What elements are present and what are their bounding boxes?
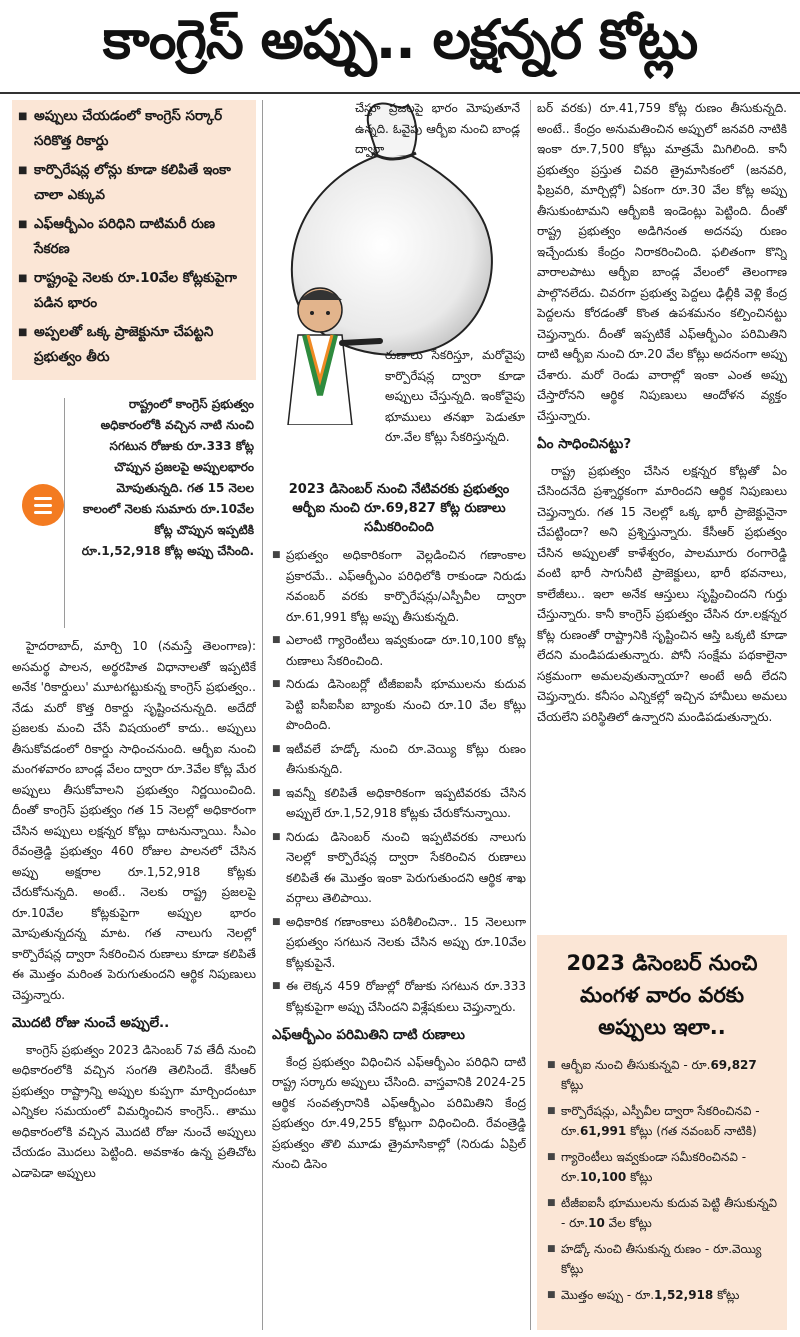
list-item: ■ నిరుడు డిసెంబర్ నుంచి ఇప్పటివరకు నాలుగు నెలల్లో కార్పొరేషన్ల ద్వారా సేకరించిన రుణాలు కలిపితే ఈ మొత్తం ఇంకా పెరుగుతుందని ఆర్థిక శాఖ వర్గాలు తెలిపాయి. [272,827,526,909]
highlight-item: ■ రాష్ట్రంపై నెలకు రూ.10వేల కోట్లకుపైగా పడిన భారం [18,266,248,316]
list-item: ■ నిరుడు డిసెంబర్లో టీజీఐఐసీ భూములను కుదువ పెట్టి ఐసీఐసీఐ బ్యాంకు నుంచి రూ.10 వేల కోట్లు పొందింది. [272,674,526,736]
paragraph: హైదరాబాద్, మార్చి 10 (నమస్తే తెలంగాణ): అసమర్థ పాలన, అర్థరహిత విధానాలతో ఇప్పటికే అనేక 'రికార్డులు' మూటగట్టుకున్న కాంగ్రెస్ ప్రభుత్వం.. నేడు మరో కొత్త రికార్డు సృష్టించనున్నది. అదేదో ప్రజలకు మంచి చేసే విషయంలో కాదు.. అప్పులు తీసుకోవడంలో రికార్డు సాధించనుంది. ఆర్బీఐ నుంచి మంగళవారం బాండ్ల వేలం ద్వారా రూ.3వేల కోట్ల మేర అప్పులు తీసుకోవాలని ప్రభుత్వం నిర్ణయించింది. దీంతో కాంగ్రెస్ ప్రభుత్వం గత 15 నెలల్లో అధికారంగా చేసిన అప్పులు లక్షన్నర కోట్లు దాటనున్నాయి. సీఎం రేవంత్రెడ్డి ప్రభుత్వం 460 రోజుల పాలనలో చేసిన అప్పు అక్షరాల రూ.1,52,918 కోట్లకు చేరుకోనున్నది. అంటే.. నెలకు రాష్ట్ర ప్రజలపై రూ.10వేల కోట్లకుపైగా అప్పుల భారం మోపుతున్నదన్న మాట. గత నాలుగు నెలల్లో కార్పొరేషన్ల ద్వారా సేకరించిన రుణాలు కూడా కలిపితే ఈ మొత్తం మరింత పెరుగుతుందని ఆర్థిక నిపుణులు చెప్తున్నారు. [12,639,256,1002]
paragraph: కాంగ్రెస్ ప్రభుత్వం 2023 డిసెంబర్ 7వ తేదీ నుంచి అధికారంలోకి వచ్చిన సంగతి తెలిసిందే. కేసీఆర్ ప్రభుత్వం రాష్ట్రాన్ని అప్పుల కుప్పగా మార్చిందంటూ ఎన్నికల సమయంలో విమర్శించిన కాంగ్రెస్.. తాము అధికారంలోకి వచ్చిన మొదటి రోజు నుంచే అప్పులు చేయడం మొదలు పెట్టింది. అవకాశం ఉన్న ప్రతిచోట ఎడాపెడా అప్పులు [12,1042,256,1180]
headline: కాంగ్రెస్ అప్పు.. లక్షన్నర కోట్లు [0,0,800,94]
column-2 [272,480,526,1330]
list-item: ■ ప్రభుత్వం అధికారికంగా వెల్లడించిన గణాంకాల ప్రకారమే.. ఎఫ్ఆర్బీఎం పరిధిలోకి రాకుండా నిరుడు నవంబర్ వరకు కార్పొరేషన్లు/ఎస్పీవీల ద్వారా రూ.61,991 కోట్ల అప్పు తీసుకున్నది. [272,545,526,627]
intro-text: రాష్ట్రంలో కాంగ్రెస్ ప్రభుత్వం అధికారంలోకి వచ్చిన నాటి నుంచి సగటున రోజుకు రూ.333 కోట్ల చొప్పున ప్రజలపై అప్పులభారం మోపుతున్నది. గత 15 నెలల కాలంలో నెలకు సుమారు రూ.10వేల కోట్ల చొప్పున ఇప్పటికి రూ.1,52,918 కోట్ల అప్పు చేసింది. [81,397,254,558]
summary-box [537,935,787,1330]
list-item: ■ అధికారిక గణాంకాలు పరిశీలించినా.. 15 నెలలుగా ప్రభుత్వం సగటున నెలకు చేసిన అప్పు రూ.10వేల కోట్లకుపైనే. [272,912,526,974]
highlights-box [12,100,256,380]
menu-icon [22,484,64,526]
summary-item: ■ టీజీఐఐసీ భూములను కుదువ పెట్టి తీసుకున్నవి - రూ.10 వేల కోట్లు [547,1193,777,1233]
list-item: ■ ఎలాంటి గ్యారెంటీలు ఇవ్వకుండా రూ.10,100 కోట్ల రుణాలు సేకరించింది. [272,630,526,671]
highlight-item: ■ అప్పులు చేయడంలో కాంగ్రెస్ సర్కార్ సరికొత్త రికార్డు [18,104,248,154]
summary-item: ■ ఆర్బీఐ నుంచి తీసుకున్నవి - రూ.69,827 కోట్లు [547,1055,777,1095]
section-heading: ఏం సాధించినట్టు? [537,436,632,452]
summary-item: ■ కార్పొరేషన్లు, ఎస్పీవీల ద్వారా సేకరించినవి - రూ.61,991 కోట్లు (గత నవంబర్ నాటికి) [547,1101,777,1141]
summary-item: ■ హడ్కో నుంచి తీసుకున్న రుణం - రూ.వెయ్యి కోట్లు [547,1239,777,1279]
section-heading: ఎఫ్ఆర్బీఎం పరిమితిని దాటి రుణాలు [272,1027,465,1043]
paragraph: రుణాలు సేకరిస్తూ, మరోవైపు కార్పొరేషన్ల ద్వారా కూడా అప్పులు చేస్తున్నది. ఇంకోవైపు భూములు తనఖా పెడుతూ రూ.వేల కోట్లు సేకరిస్తున్నది. [385,348,525,444]
cartoon-caption-bottom [385,345,525,454]
cartoon-caption-top [355,98,520,166]
intro-divider [64,398,65,628]
list-item: ■ ఇటీవలే హడ్కో నుంచి రూ.వెయ్యి కోట్లు రుణం తీసుకున్నది. [272,739,526,780]
summary-title: 2023 డిసెంబర్ నుంచి మంగళ వారం వరకు అప్పులు ఇలా.. [566,951,758,1039]
column-3 [537,98,787,928]
list-item: ■ ఈ లెక్కన 459 రోజుల్లో రోజుకు సగటున రూ.333 కోట్లకుపైగా అప్పు చేసిందని విశ్లేషకులు చెప్తున్నారు. [272,976,526,1017]
column-divider [530,100,531,1330]
highlight-item: ■ ఎఫ్ఆర్బీఎం పరిధిని దాటిమరీ రుణ సేకరణ [18,212,248,262]
highlight-item: ■ అప్పలతో ఒక్క ప్రాజెక్టునూ చేపట్టని ప్రభుత్వం తీరు [18,320,248,370]
column-1 [12,636,256,1336]
section-heading: మొదటి రోజు నుంచే అప్పులే.. [12,1015,170,1031]
bullet-list [272,545,526,1017]
paragraph: చేస్తూ ప్రజలపై భారం మోపుతూనే ఉన్నది. ఓవైపు ఆర్బీఐ నుంచి బాండ్ల ద్వారా [355,101,520,156]
summary-item: ■ మొత్తం అప్పు - రూ.1,52,918 కోట్లు [547,1285,777,1305]
paragraph: బర్ వరకు) రూ.41,759 కోట్ల రుణం తీసుకున్నది. అంటే.. కేంద్రం అనుమతించిన అప్పులో జనవరి నాటికి ఇంకా రూ.7,500 కోట్లు మాత్రమే మిగిలింది. కానీ ప్రభుత్వం ప్రస్తుత చివరి త్రైమాసికంలో (జనవరి, ఫిబ్రవరి, మార్చిల్లో) ఏకంగా రూ.30 వేల కోట్ల అప్పు తీసుకుంటామని ఆర్బీఐకి ఇండెంట్లు పెట్టింది. దీంతో రాష్ట్ర ప్రభుత్వం అడిగినంత అదనపు రుణం ఇచ్చేందుకు కేంద్రం నిరాకరించింది. ఫలితంగా కొన్ని వారాలపాటు ఆర్బీఐ బాండ్ల వేలంలో తెలంగాణ పాల్గొనలేదు. చివరగా ప్రభుత్వ పెద్దలు ఢిల్లీకి వెళ్లి కేంద్ర పెద్దలను కోరడంతో కొంత ఉపశమనం కల్పించినట్టు చెప్తున్నారు. దీంతో ఇప్పటికే ఎఫ్ఆర్బీఎం పరిమితిని దాటి ఆర్బీఐ నుంచి రూ.20 వేల కోట్లు అదనంగా అప్పు చేశారు. మరో రెండు వారాల్లో ఇంకా ఎంత అప్పు చేస్తారోనని ఆర్థిక నిపుణులు ఆందోళన వ్యక్తం చేస్తున్నారు. [537,101,787,423]
summary-item: ■ గ్యారెంటీలు ఇవ్వకుండా సమీకరించినవి - రూ.10,100 కోట్లు [547,1147,777,1187]
subheading: 2023 డిసెంబర్ నుంచి నేటివరకు ప్రభుత్వం ఆర్బీఐ నుంచి రూ.69,827 కోట్ల రుణాలు సమీకరించింది [288,482,510,535]
paragraph: కేంద్ర ప్రభుత్వం విధించిన ఎఫ్ఆర్బీఎం పరిధిని దాటి రాష్ట్ర సర్కారు అప్పులు చేసింది. వాస్తవానికి 2024-25 ఆర్థిక సంవత్సరానికి ఎఫ్ఆర్బీఎం పరిమితిని కేంద్ర ప్రభుత్వం రూ.49,255 కోట్లుగా విధించింది. రేవంత్రెడ్డి ప్రభుత్వం తొలి మూడు త్రైమాసికాల్లో (నిరుడు ఏప్రిల్ నుంచి డిసెం [272,1054,526,1171]
list-item: ■ ఇవన్నీ కలిపితే అధికారికంగా ఇప్పటివరకు చేసిన అప్పులే రూ.1,52,918 కోట్లకు చేరుకోనున్నాయి. [272,783,526,824]
paragraph: రాష్ట్ర ప్రభుత్వం చేసిన లక్షన్నర కోట్లతో ఏం చేసిందనేది ప్రశ్నార్థకంగా మారిందని ఆర్థిక నిపుణులు చెప్తున్నారు. గత 15 నెలల్లో ఒక్క భారీ ప్రాజెక్టునైనా చేపట్టిందా? అని ప్రశ్నిస్తున్నారు. కేసీఆర్ ప్రభుత్వం చేసిన అప్పులతో కాళేశ్వరం, పాలమూరు రంగారెడ్డి వంటి భారీ సాగునీటి ప్రాజెక్టులు, భారీ భవనాలు, కాలేజీలు.. ఇలా అనేక ఆస్తులు సృష్టించిందని గుర్తు చేస్తున్నారు. కానీ కాంగ్రెస్ ప్రభుత్వం చేసిన రూ.లక్షన్నర కోట్ల రుణంతో రాష్ట్రానికి సృష్టించిన ఆస్తి ఒక్కటి కూడా లేదని మండిపడుతున్నారు. పోనీ సంక్షేమ పథకాలైనా సక్రమంగా అమలవుతున్నాయా? అంటే అదీ లేదని చెప్తున్నారు. కనీసం ఎన్నికల్లో ఇచ్చిన హామీలు అమలు చేయలేని పరిస్థితిలో ఉన్నారని మండిపడుతున్నారు. [537,463,787,724]
highlight-item: ■ కార్పొరేషన్ల లోన్లు కూడా కలిపితే ఇంకా చాలా ఎక్కువ [18,158,248,208]
